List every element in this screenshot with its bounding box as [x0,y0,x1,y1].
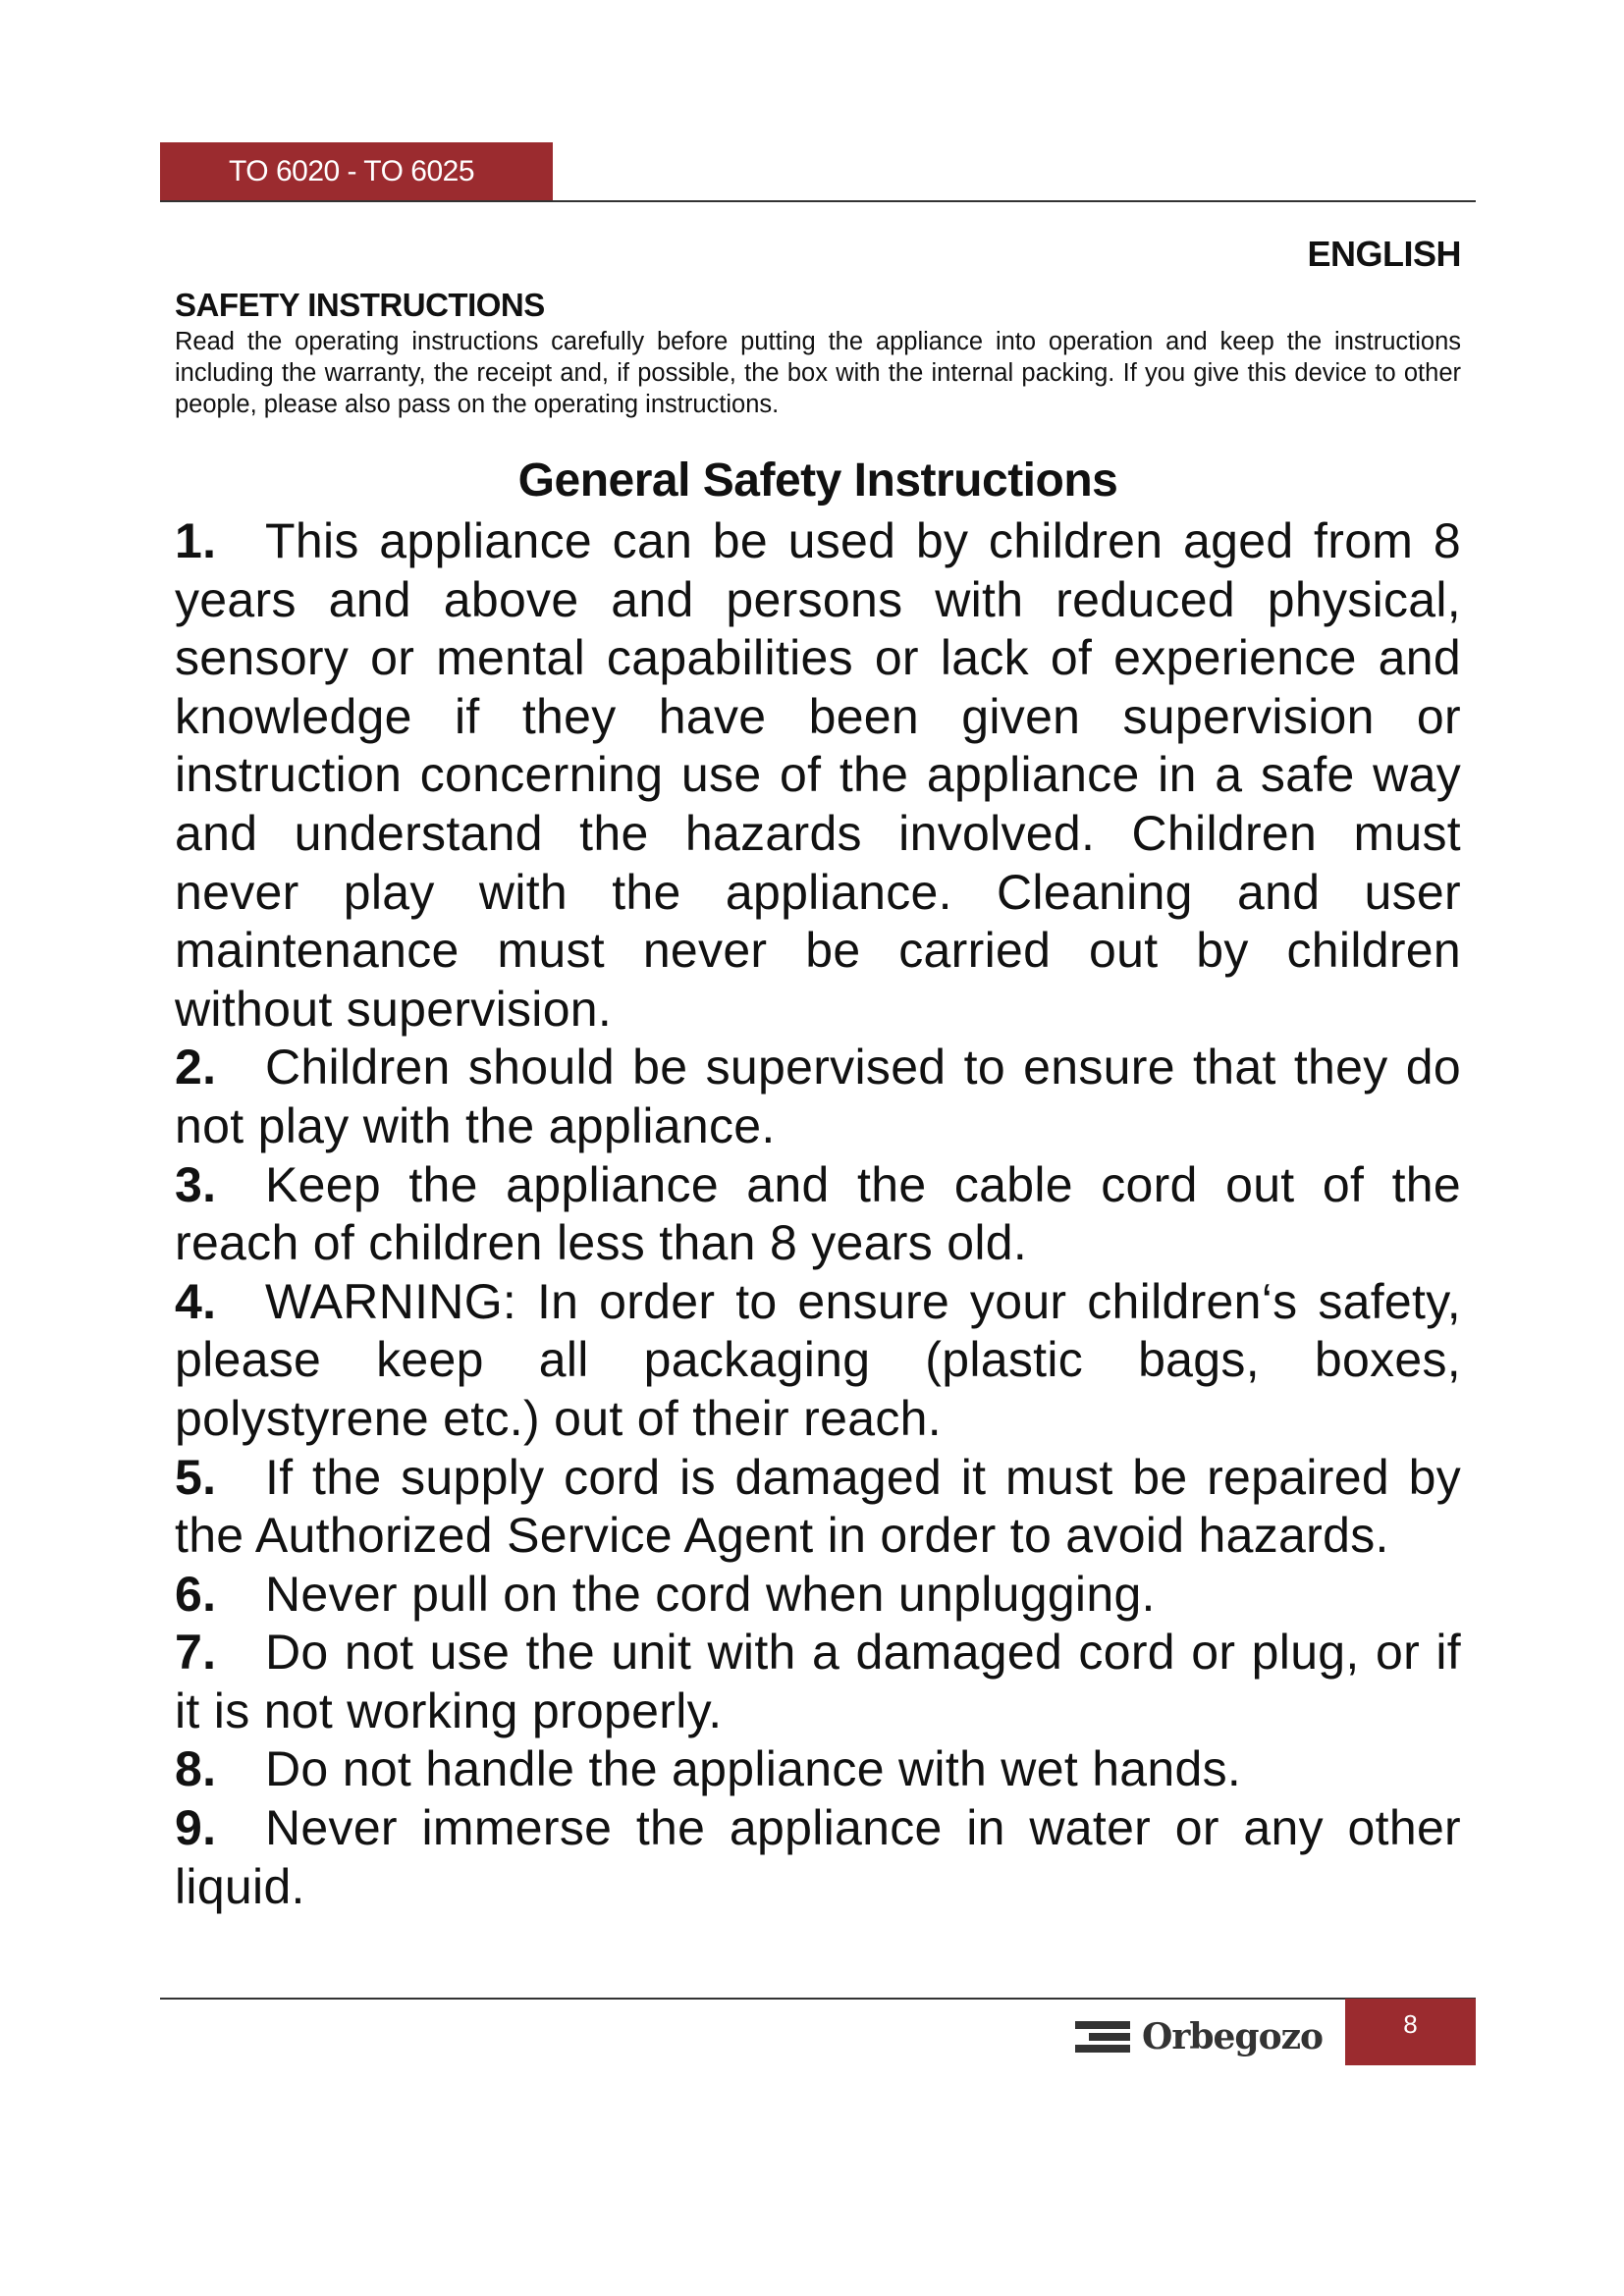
brand-logo [1075,2012,1335,2061]
item-number: 2. [175,1040,217,1095]
item-text: Keep the appliance and the cable cord out of the reach of children less than 8 years old. [175,1156,1461,1271]
list-item [175,1156,1461,1273]
item-number: 6. [175,1566,217,1622]
list-item [175,1566,1461,1625]
item-text: If the supply cord is damaged it must be repaired by the Authorized Service Agent in order to avoid hazards. [175,1449,1461,1564]
item-text: This appliance can be used by children aged from 8 years and above and persons with reduced physical, sensory or mental capabilities or lack of experience and knowledge if they have been given supervision or instruction concerning use of the appliance in a safe way and understand the hazards involved. Children must never play with the appliance. Cleaning and user maintenance must never be carried out by children without supervision. [175,513,1461,1037]
item-number: 1. [175,513,217,568]
safety-intro: Read the operating instructions carefully before putting the appliance into operation and keep the instructions including the warranty, the receipt and, if possible, the box with the internal packing. If you give this device to other people, please also pass on the operating instructions. [175,328,1461,418]
item-text: Do not use the unit with a damaged cord or plug, or if it is not working properly. [175,1625,1461,1738]
list-item [175,1449,1461,1566]
list-item [175,1740,1461,1799]
list-item [175,1624,1461,1740]
footer-divider [160,1998,1476,2000]
item-number: 9. [175,1800,217,1856]
list-item [175,1039,1461,1155]
header-divider [160,200,1476,202]
safety-heading: SAFETY INSTRUCTIONS [175,287,545,323]
section-title: General Safety Instructions [517,454,1118,507]
page-number [1345,1999,1476,2065]
item-text: Do not handle the appliance with wet hands. [265,1741,1242,1797]
item-number: 4. [175,1273,217,1329]
model-tab [160,142,553,201]
safety-list [175,512,1461,1916]
list-item [175,512,1461,1039]
item-number: 7. [175,1625,217,1681]
item-number: 3. [175,1156,217,1212]
list-item [175,1273,1461,1449]
item-text: Children should be supervised to ensure that they do not play with the appliance. [175,1040,1461,1153]
model-label: TO 6020 - TO 6025 [229,155,475,187]
item-text: Never immerse the appliance in water or any other liquid. [175,1800,1461,1914]
language-label: ENGLISH [1307,234,1461,274]
brand-name: Orbegozo [1142,2016,1324,2057]
item-number: 5. [175,1449,217,1505]
list-item [175,1799,1461,1916]
item-text: Never pull on the cord when unplugging. [265,1566,1156,1622]
orbegozo-logo-icon [1075,2021,1130,2053]
item-text: WARNING: In order to ensure your children‘s safety, please keep all packaging (plastic bags, boxes, polystyrene etc.) out of their reach. [175,1273,1461,1446]
item-number: 8. [175,1741,217,1797]
page-number-label: 8 [1403,2009,1418,2039]
